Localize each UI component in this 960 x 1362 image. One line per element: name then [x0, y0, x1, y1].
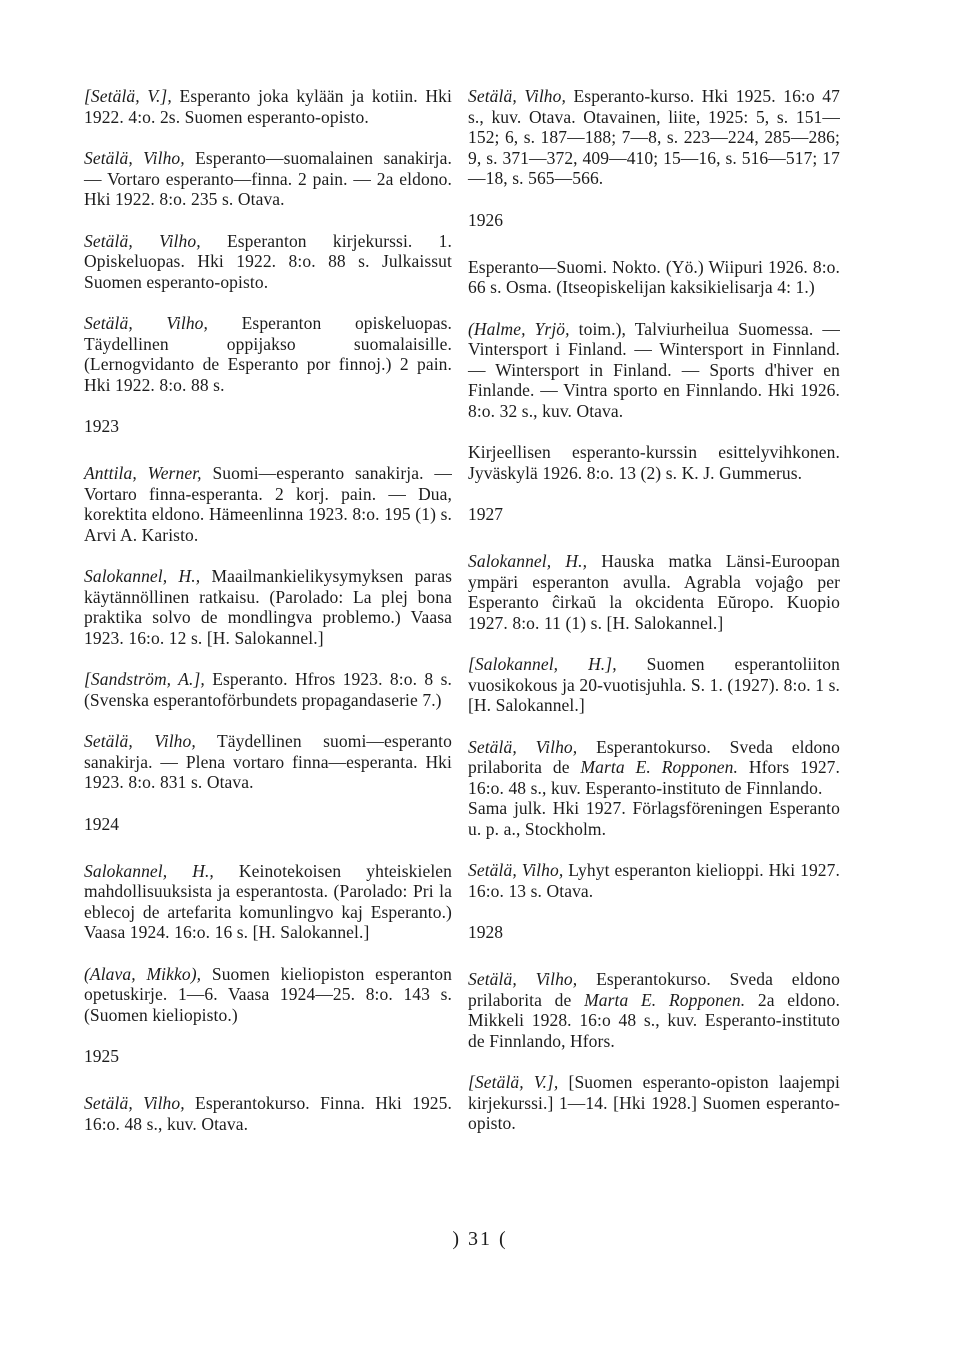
entry-text: Esperanto—suomalainen sanakirja. — Vortaro esperanto—finna. 2 pain. — 2a eldono. Hki 1922. 8:o. 235 s. Otava. [84, 148, 452, 209]
entry-author: Setälä, Vilho, [84, 313, 209, 333]
entry-author: Setälä, Vilho, [468, 86, 566, 106]
entry-text: Hauska matka Länsi-Euroopan ympäri esperanton avulla. Agrabla vojaĝo per Esperanto ĉirkaŭ la okcidenta Eŭropo. Kuopio 1927. 8:o. 11 (1) s. [H. Salokannel.] [468, 551, 841, 633]
entry-text: Esperanto. Hfros 1923. 8:o. 8 s. (Svenska esperantoförbundets propagandaserie 7.) [84, 669, 453, 710]
entry-text: Esperanton opiskeluopas. Täydellinen oppijakso suomalaisille. (Lernogvidanto de Esperanto por finnoj.) 2 pain. Hki 1922. 8:o. 88 s. [84, 313, 452, 395]
bibliography-entry [84, 231, 452, 293]
year-heading: 1928 [468, 922, 503, 942]
entry-author: Setälä, Vilho, [468, 969, 578, 989]
entry-author: Setälä, Vilho, [84, 731, 196, 751]
entry-author: [Sandström, A.], [84, 669, 205, 689]
entry-author: Setälä, Vilho, [468, 736, 578, 757]
entry-text: Lyhyt esperanton kielioppi. Hki 1927. 16:o. 13 s. Otava. [468, 860, 840, 901]
entry-text: 2a eldono. Mikkeli 1928. 16:o 48 s., kuv. Esperanto-instituto de Finnlando, Hfors. [468, 989, 840, 1051]
bibliography-entry [468, 654, 840, 716]
entry-author: Setälä, Vilho, [84, 1093, 185, 1113]
entry-text: Suomen kieliopiston esperanton opetuskirje. 1—6. Vaasa 1924—25. 8:o. 143 s. (Suomen kieliopisto.) [84, 963, 452, 1025]
entry-text: toim.), Talviurheilua Suomessa. — Vintersport i Finland. — Wintersport in Finnland. — Wintersport in Finland. — Sports d'hiver en Finlande. — Vintra sporto en Finnlando. Hki 1926. 8:o. 32 s., kuv. Otava. [468, 318, 840, 421]
entry-author: [Setälä, V.], [84, 86, 172, 106]
bibliography-entry [84, 566, 452, 648]
entry-text: Kirjeellisen esperanto-kurssin esittelyvihkonen. Jyväskylä 1926. 8:o. 13 (2) s. K. J. Gummerus. [468, 442, 840, 483]
bibliography-entry [84, 731, 452, 793]
bibliography-entry [84, 148, 452, 210]
entry-text: Suomi—esperanto sanakirja. — Vortaro finna-esperanta. 2 korj. pain. — Dua, korektita eldono. Hämeenlinna 1923. 8:o. 195 (1) s. Arvi A. Karisto. [84, 463, 452, 545]
bibliography-entry [84, 964, 452, 1026]
bibliography-entry [468, 442, 840, 483]
entry-author: Salokannel, H., [468, 551, 588, 571]
entry-author: Salokannel, H., [84, 566, 201, 586]
entry-author: (Halme, Yrjö, [468, 318, 570, 339]
year-heading: 1923 [84, 416, 119, 436]
year-heading: 1927 [468, 504, 503, 524]
left-column [84, 86, 452, 1155]
page-number: ) 31 ( [452, 1228, 508, 1250]
entry-text: Esperantokurso. Finna. Hki 1925. 16:o. 48 s., kuv. Otava. [84, 1093, 452, 1134]
year-heading: 1925 [84, 1046, 119, 1066]
bibliography-entry [84, 86, 452, 127]
year-heading: 1926 [468, 209, 503, 230]
right-column [468, 86, 840, 1155]
entry-text: Hfors 1927. 16:o. 48 s., kuv. Esperanto-instituto de Finnlando. [468, 757, 840, 798]
bibliography-entry [468, 257, 840, 298]
bibliography-entry [84, 861, 452, 943]
entry-editor: Marta E. Ropponen. [580, 757, 738, 777]
entry-text: Keinotekoisen yhteiskielen mahdollisuuksista ja esperantosta. (Parolado: Pri la eblecoj de artefarita komunlingvo kaj Esperanto.) Vaasa 1924. 16:o. 16 s. [H. Salokannel.] [84, 860, 453, 942]
entry-author: Setälä, Vilho, [84, 230, 201, 251]
entry-text: Esperanto joka kylään ja kotiin. Hki 1922. 4:o. 2s. Suomen esperanto-opisto. [84, 86, 452, 127]
entry-text: Täydellinen suomi—esperanto sanakirja. — Plena vortaro finna—esperanta. Hki 1923. 8:o. 831 s. Otava. [84, 731, 452, 792]
entry-text: Esperantokurso. Sveda eldono prilaborita de [468, 969, 840, 1010]
entry-author: [Salokannel, H.], [468, 654, 617, 674]
entry-author: Setälä, Vilho, [468, 860, 564, 880]
entry-note: Sama julk. Hki 1927. Förlagsföreningen Esperanto u. p. a., Stockholm. [468, 798, 840, 839]
entry-text: [Suomen esperanto-opiston laajempi kirjekurssi.] 1—14. [Hki 1928.] Suomen esperanto-opisto. [468, 1072, 840, 1133]
bibliography-entry [468, 969, 840, 1051]
entry-text: Esperanton kirjekurssi. 1. Opiskeluopas. Hki 1922. 8:o. 88 s. Julkaissut Suomen esperanto-opisto. [84, 230, 452, 292]
bibliography-entry [84, 669, 452, 710]
entry-author: Setälä, Vilho, [84, 148, 185, 168]
entry-text: Esperanto-kurso. Hki 1925. 16:o 47 s., kuv. Otava. Otavainen, liite, 1925: 5, s. 151—152; 6, s. 187—188; 7—8, s. 223—224, 285—286; 9, s. 371—372, 409—410; 15—16, s. 516—517; 17—18, s. 565—566. [468, 86, 840, 188]
entry-author: (Alava, Mikko), [84, 963, 202, 984]
entry-text: Esperanto—Suomi. Nokto. (Yö.) Wiipuri 1926. 8:o. 66 s. Osma. (Itseopiskelijan kaksikielisarja 4: 1.) [468, 256, 840, 297]
entry-author: [Setälä, V.], [468, 1072, 559, 1092]
entry-author: Salokannel, H., [84, 860, 214, 881]
entry-editor: Marta E. Ropponen. [584, 989, 746, 1010]
bibliography-entry [468, 1072, 840, 1134]
entry-text: Esperantokurso. Sveda eldono prilaborita de [468, 736, 840, 777]
entry-text: Maailmankielikysymyksen paras käytännöllinen ratkaisu. (Parolado: La plej bona praktika solvo de mondlingva problemo.) Vaasa 1923. 16:o. 12 s. [H. Salokannel.] [84, 566, 452, 648]
bibliography-entry [468, 737, 840, 840]
entry-author: Anttila, Werner, [84, 463, 202, 483]
entry-text: Suomen esperantoliiton vuosikokous ja 20-vuotisjuhla. S. 1. (1927). 8:o. 1 s. [H. Salokannel.] [468, 654, 840, 715]
bibliography-entry [468, 319, 840, 422]
bibliography-entry [468, 860, 840, 901]
bibliography-entry [468, 86, 840, 189]
bibliography-entry [84, 1093, 452, 1134]
bibliography-entry [84, 313, 452, 395]
bibliography-entry [84, 463, 452, 545]
bibliography-entry [468, 551, 840, 633]
year-heading: 1924 [84, 813, 119, 834]
